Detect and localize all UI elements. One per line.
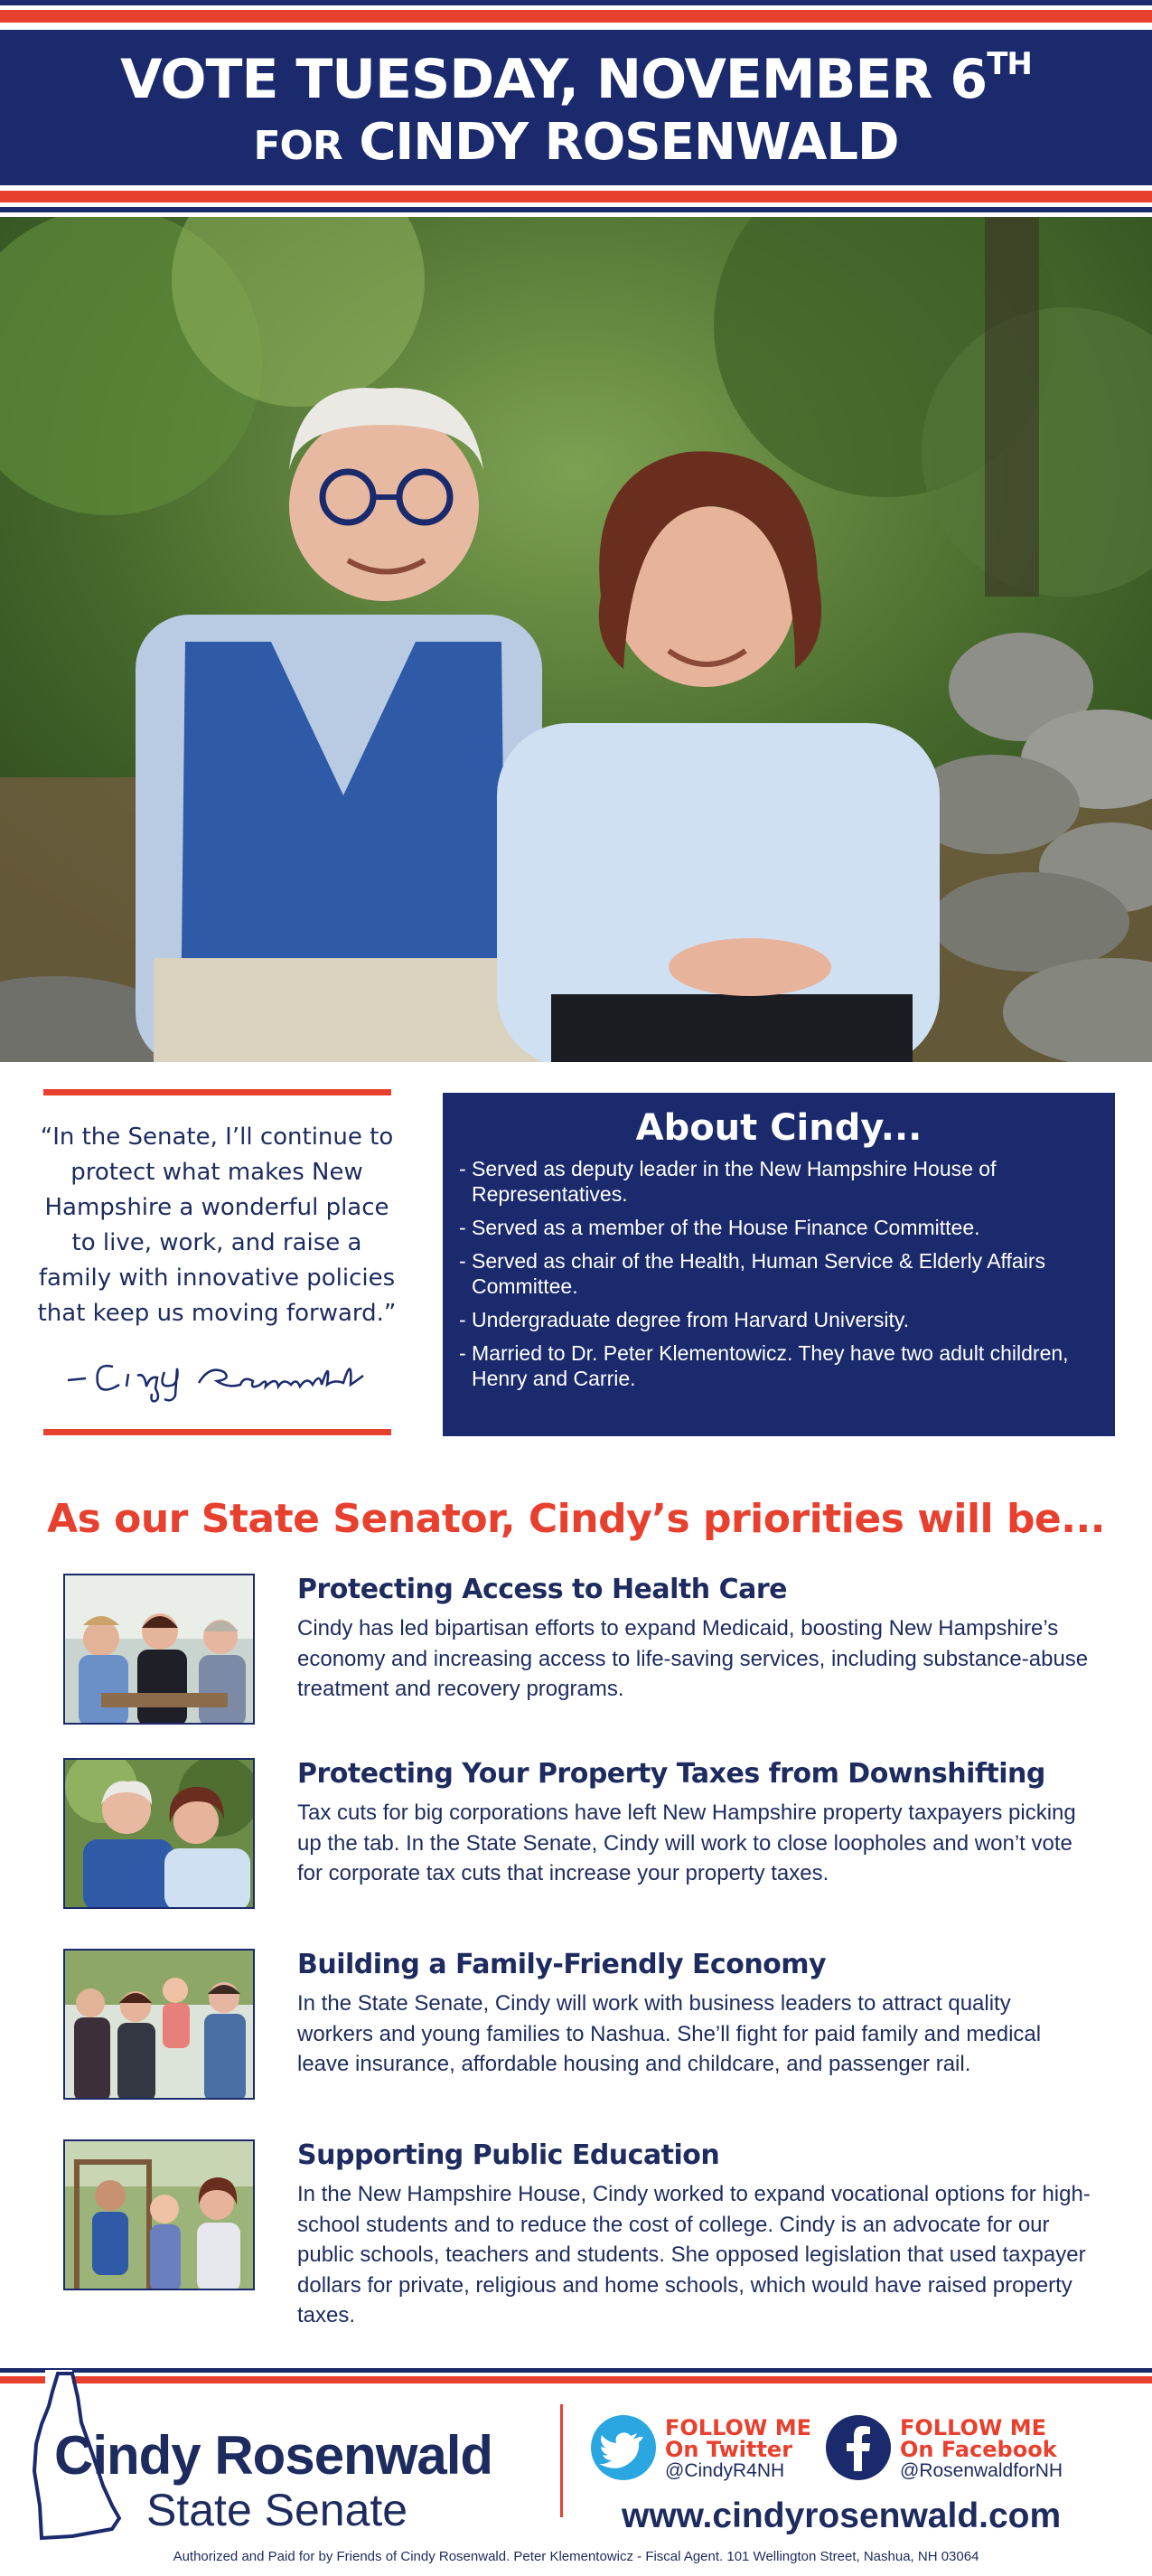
campaign-website-link[interactable]: www.cindyrosenwald.com <box>622 2496 1062 2535</box>
priority-title: Supporting Public Education <box>297 2139 720 2171</box>
family-economy-photo <box>63 1949 255 2100</box>
couple-photo-illustration <box>0 217 1152 1062</box>
banner-date-suffix: TH <box>987 46 1032 82</box>
candidate-couple-photo <box>0 217 1152 1062</box>
footer-divider <box>560 2404 563 2517</box>
public-education-photo-illustration <box>65 2141 255 2290</box>
banner-for-text: FOR <box>253 123 342 169</box>
twitter-bird-icon <box>591 2415 656 2480</box>
signature-scribble <box>63 1349 370 1403</box>
about-title: About Cindy... <box>635 1107 923 1149</box>
banner-headline <box>0 46 1152 111</box>
facebook-follow-link[interactable] <box>826 2415 1097 2487</box>
health-care-photo-illustration <box>65 1575 255 1725</box>
family-economy-photo-illustration <box>65 1951 255 2100</box>
priority-body: Tax cuts for big corporations have left New Hampshire property taxpayers picking up the tab. In the State Senate, Cindy will work to close loopholes and won’t vote for corporate tax cuts that increase your property taxes. <box>297 1800 1076 1885</box>
priority-title: Protecting Access to Health Care <box>297 1574 787 1605</box>
priority-body: Cindy has led bipartisan efforts to expand Medicaid, boosting New Hampshire’s economy and increasing access to life-saving services, including substance-abuse treatment and recovery programs. <box>297 1616 1089 1701</box>
public-education-photo <box>63 2139 255 2290</box>
quote-bottom-rule <box>43 1429 391 1435</box>
about-item: - Married to Dr. Peter Klementowicz. They have two adult children, Henry and Carrie. <box>459 1341 1069 1390</box>
about-item: - Undergraduate degree from Harvard University. <box>459 1308 910 1331</box>
candidate-quote <box>36 1089 398 1437</box>
banner-subheadline <box>0 113 1152 172</box>
twitter-handle: @CindyR4NH <box>665 2460 785 2481</box>
footer-office-name: State Senate <box>146 2485 408 2535</box>
about-item: - Served as deputy leader in the New Hampshire House of Representatives. <box>459 1157 997 1206</box>
property-taxes-photo <box>63 1758 255 1909</box>
priority-title: Protecting Your Property Taxes from Downshifting <box>297 1758 1045 1790</box>
twitter-follow-link[interactable] <box>591 2415 812 2487</box>
health-care-photo <box>63 1574 255 1725</box>
quote-top-rule <box>43 1089 391 1095</box>
candidate-signature <box>63 1349 370 1406</box>
facebook-follow-me-label: FOLLOW ME <box>900 2415 1047 2440</box>
twitter-platform-label: On Twitter <box>665 2437 793 2462</box>
footer-stripes <box>0 2368 1152 2386</box>
paid-for-disclaimer: Authorized and Paid for by Friends of Cindy Rosenwald. Peter Klementowicz - Fiscal Agent. 101 Wellington Street, Nashua, NH 03064 <box>173 2549 979 2564</box>
facebook-f-icon <box>826 2415 891 2480</box>
about-item: - Served as a member of the House Finance Committee. <box>459 1216 980 1239</box>
footer-candidate-name: Cindy Rosenwald <box>54 2425 493 2486</box>
about-item: - Served as chair of the Health, Human Service & Elderly Affairs Committee. <box>459 1249 1045 1298</box>
banner-candidate-name: CINDY ROSENWALD <box>359 113 899 172</box>
priorities-heading: As our State Senator, Cindy’s priorities will be... <box>47 1496 1105 1542</box>
priority-body: In the New Hampshire House, Cindy worked to expand vocational options for high-school students and to reduce the cost of college. Cindy is an advocate for our public schools, teachers and students. She opposed legislation that used taxpayer dollars for private, religious and home schools, which would have raised property taxes. <box>297 2182 1091 2327</box>
banner-date-text: VOTE TUESDAY, NOVEMBER 6 <box>120 48 988 111</box>
about-list <box>459 1156 1105 1399</box>
priority-body: In the State Senate, Cindy will work with business leaders to attract quality workers and young families to Nashua. She’ll fight for paid family and medical leave insurance, affordable housing and childcare, and passenger rail. <box>297 1991 1042 2076</box>
vote-banner <box>0 30 1152 185</box>
facebook-handle: @RosenwaldforNH <box>900 2460 1063 2481</box>
about-cindy-panel <box>443 1093 1115 1436</box>
facebook-platform-label: On Facebook <box>900 2437 1057 2462</box>
property-taxes-photo-illustration <box>65 1760 255 1909</box>
quote-text: “In the Senate, I’ll continue to protect what makes New Hampshire a wonderful place to live, work, and raise a family with innovative policies that keep us moving forward.” <box>37 1123 397 1327</box>
priority-title: Building a Family-Friendly Economy <box>297 1949 827 1980</box>
twitter-follow-me-label: FOLLOW ME <box>665 2415 812 2440</box>
